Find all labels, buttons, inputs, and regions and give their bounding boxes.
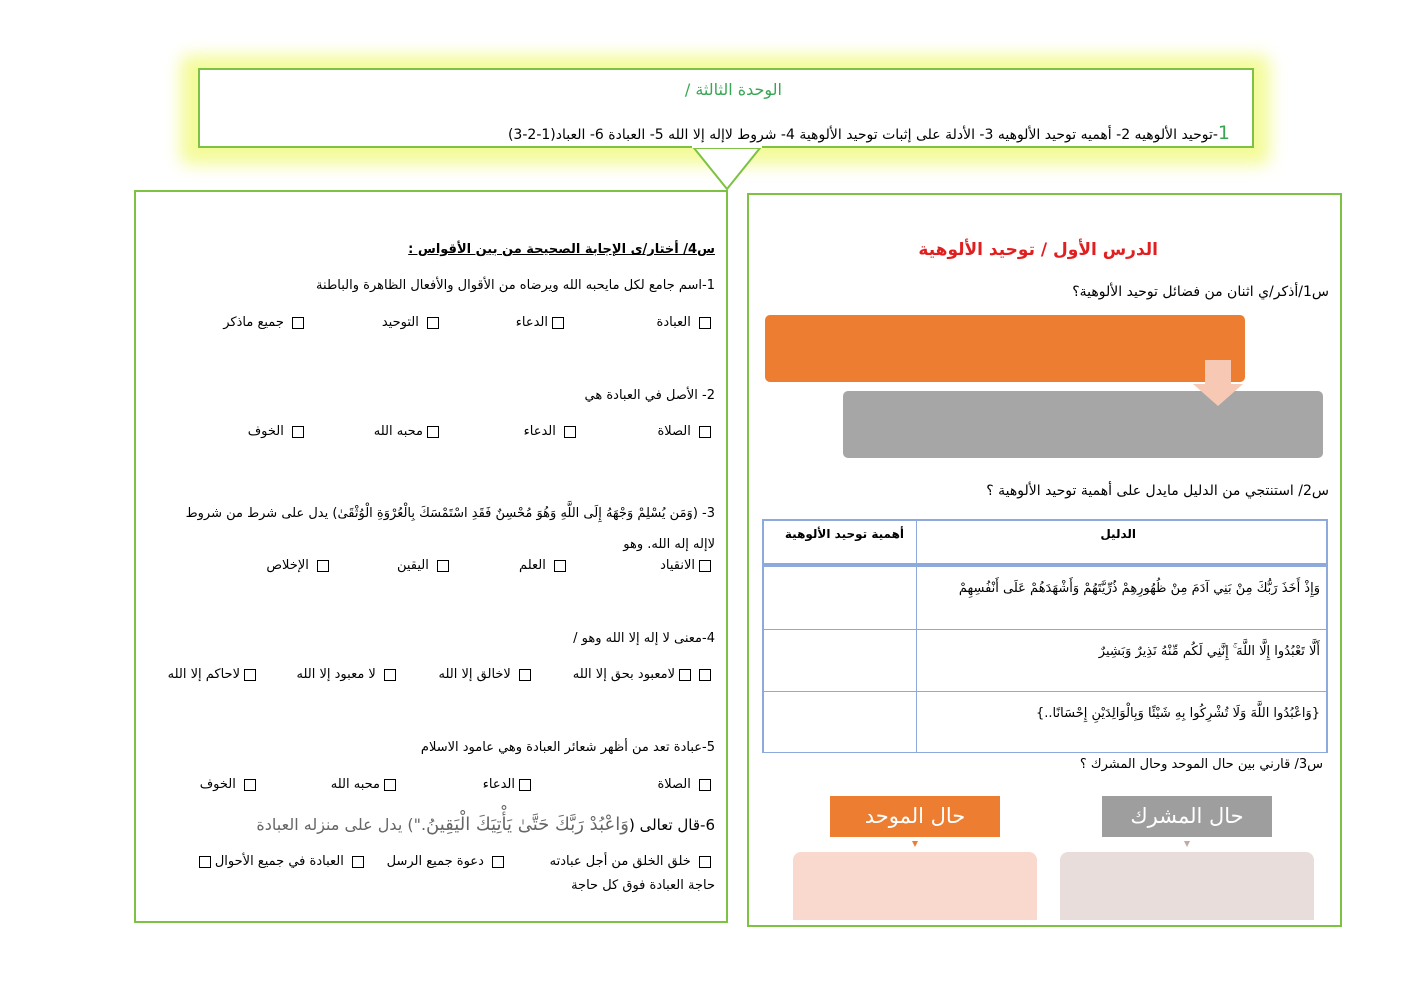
option[interactable]: العبادة bbox=[657, 315, 715, 330]
unit-title: الوحدة الثالثة / bbox=[684, 80, 782, 99]
lesson-title: الدرس الأول / توحيد الألوهية bbox=[918, 240, 1158, 260]
option[interactable]: لاخالق إلا الله bbox=[439, 667, 536, 682]
option[interactable]: الخوف bbox=[248, 424, 308, 439]
option[interactable]: محبه الله bbox=[331, 777, 400, 792]
table-header-evidence: الدليل bbox=[916, 520, 1327, 564]
checkbox[interactable] bbox=[519, 669, 531, 681]
checkbox[interactable] bbox=[437, 560, 449, 572]
option[interactable]: الخوف bbox=[200, 777, 260, 792]
small-arrow-icon bbox=[1184, 841, 1190, 847]
checkbox[interactable] bbox=[292, 317, 304, 329]
question-2: 2- الأصل في العبادة هي bbox=[584, 388, 715, 403]
checkbox[interactable] bbox=[244, 779, 256, 791]
unit-topics bbox=[508, 122, 1230, 144]
evidence-table bbox=[762, 519, 1328, 753]
question-4: 4-معنى لا إله إلا الله وهو / bbox=[573, 631, 715, 646]
question-s2: س2/ استنتجي من الدليل مايدل على أهمية توحيد الألوهية ؟ bbox=[986, 483, 1329, 499]
checkbox[interactable] bbox=[427, 317, 439, 329]
muwahhid-state-label: حال الموحد bbox=[830, 796, 1000, 837]
table-header-importance: أهمية توحيد الألوهية bbox=[763, 520, 917, 564]
checkbox[interactable] bbox=[244, 669, 256, 681]
checkbox[interactable] bbox=[564, 426, 576, 438]
checkbox[interactable] bbox=[519, 779, 531, 791]
table-row: أَلَّا تَعْبُدُوا إِلَّا اللَّهَ ۚ إِنَّنِي لَكُم مِّنْهُ نَذِيرٌ وَبَشِيرٌ bbox=[916, 629, 1327, 692]
option[interactable]: الدعاء bbox=[516, 315, 568, 330]
option[interactable]: الدعاء bbox=[524, 424, 580, 439]
option[interactable]: الانقياد bbox=[660, 558, 715, 573]
question-5: 5-عبادة تعد من أظهر شعائر العبادة وهي عامود الاسلام bbox=[420, 740, 715, 755]
option[interactable]: اليقين bbox=[397, 558, 453, 573]
option[interactable]: لاحاكم إلا الله bbox=[168, 667, 260, 682]
question-1: 1-اسم جامع لكل مايحبه الله ويرضاه من الأقوال والأفعال الظاهرة والباطنة bbox=[316, 278, 715, 293]
unit-header bbox=[198, 68, 1254, 148]
option[interactable]: الصلاة bbox=[657, 424, 715, 439]
checkbox[interactable] bbox=[384, 779, 396, 791]
question-s3: س3/ قارني بين حال الموحد وحال المشرك ؟ bbox=[1079, 757, 1323, 772]
checkbox[interactable] bbox=[352, 856, 364, 868]
option[interactable]: العبادة في جميع الأحوال bbox=[195, 854, 368, 869]
answer-box-orange[interactable] bbox=[765, 315, 1245, 382]
option[interactable]: لا معبود إلا الله bbox=[297, 667, 401, 682]
checkbox[interactable] bbox=[699, 856, 711, 868]
option[interactable]: لامعبود بحق إلا الله bbox=[573, 667, 715, 682]
question-6-last-option: حاجة العبادة فوق كل حاجة bbox=[571, 878, 715, 893]
checkbox[interactable] bbox=[554, 560, 566, 572]
question-3-line2: لاإله إله الله. وهو bbox=[623, 537, 715, 552]
topics-text: -توحيد الألوهيه 2- أهميه توحيد الألوهيه 3- الأدلة على إثبات توحيد الألوهية 4- شروط لاإله إلا الله 5- العبادة 6- العباد(1-2-3) bbox=[507, 127, 1218, 143]
question-6-verse: وَاعْبُدْ رَبَّكَ حَتَّىٰ يَأْتِيَكَ الْيَقِينُ bbox=[426, 814, 629, 835]
question-6: 6-قال تعالى (وَاعْبُدْ رَبَّكَ حَتَّىٰ يَأْتِيَكَ الْيَقِينُ.") يدل على منزله العبادة bbox=[256, 814, 715, 835]
answer-cell[interactable] bbox=[763, 629, 917, 692]
answer-cell[interactable] bbox=[763, 691, 917, 753]
checkbox[interactable] bbox=[699, 426, 711, 438]
option[interactable]: جميع ماذكر bbox=[223, 315, 308, 330]
checkbox[interactable] bbox=[199, 856, 211, 868]
checkbox[interactable] bbox=[384, 669, 396, 681]
checkbox[interactable] bbox=[699, 779, 711, 791]
checkbox[interactable] bbox=[317, 560, 329, 572]
question-3: 3- (وَمَن يُسْلِمْ وَجْهَهُ إِلَى اللَّهِ وَهُوَ مُحْسِنٌ فَقَدِ اسْتَمْسَكَ بِالْعُرْوَةِ الْوُثْقَىٰ) يدل على شرط من شروط bbox=[185, 506, 715, 521]
option[interactable]: العلم bbox=[519, 558, 570, 573]
small-arrow-icon bbox=[912, 841, 918, 847]
checkbox[interactable] bbox=[679, 669, 691, 681]
muwahhid-answer-box[interactable] bbox=[793, 852, 1037, 920]
option[interactable]: الدعاء bbox=[483, 777, 535, 792]
option[interactable]: الصلاة bbox=[657, 777, 715, 792]
checkbox[interactable] bbox=[699, 669, 711, 681]
checkbox[interactable] bbox=[492, 856, 504, 868]
checkbox[interactable] bbox=[552, 317, 564, 329]
option[interactable]: دعوة جميع الرسل bbox=[387, 854, 508, 869]
mushrik-state-label: حال المشرك bbox=[1102, 796, 1272, 837]
table-row: {وَاعْبُدُوا اللَّهَ وَلَا تُشْرِكُوا بِهِ شَيْئًا وَبِالْوَالِدَيْنِ إِحْسَانًا..} bbox=[916, 691, 1327, 753]
topic-number: 1 bbox=[1217, 122, 1230, 144]
option[interactable]: التوحيد bbox=[382, 315, 443, 330]
mushrik-answer-box[interactable] bbox=[1060, 852, 1314, 920]
option[interactable]: الإخلاص bbox=[266, 558, 333, 573]
option[interactable]: محبه الله bbox=[374, 424, 443, 439]
table-row: وَإِذْ أَخَذَ رَبُّكَ مِنْ بَنِي آدَمَ مِنْ ظُهُورِهِمْ ذُرِّيَّتَهُمْ وَأَشْهَدَهُمْ عَلَى أَنْفُسِهِمْ bbox=[916, 566, 1327, 630]
answer-box-gray[interactable] bbox=[843, 391, 1323, 458]
checkbox[interactable] bbox=[699, 560, 711, 572]
checkbox[interactable] bbox=[699, 317, 711, 329]
q4-title: س4/ أختار/ى الإجابة الصحيحة من بين الأقواس : bbox=[408, 242, 715, 257]
question-s1: س1/أذكر/ي اثنان من فضائل توحيد الألوهية؟ bbox=[1072, 284, 1329, 300]
option[interactable]: خلق الخلق من أجل عبادته bbox=[550, 854, 715, 869]
checkbox[interactable] bbox=[427, 426, 439, 438]
answer-cell[interactable] bbox=[763, 566, 917, 630]
checkbox[interactable] bbox=[292, 426, 304, 438]
down-arrow-icon bbox=[692, 146, 762, 192]
chevron-down-icon bbox=[1193, 360, 1243, 408]
